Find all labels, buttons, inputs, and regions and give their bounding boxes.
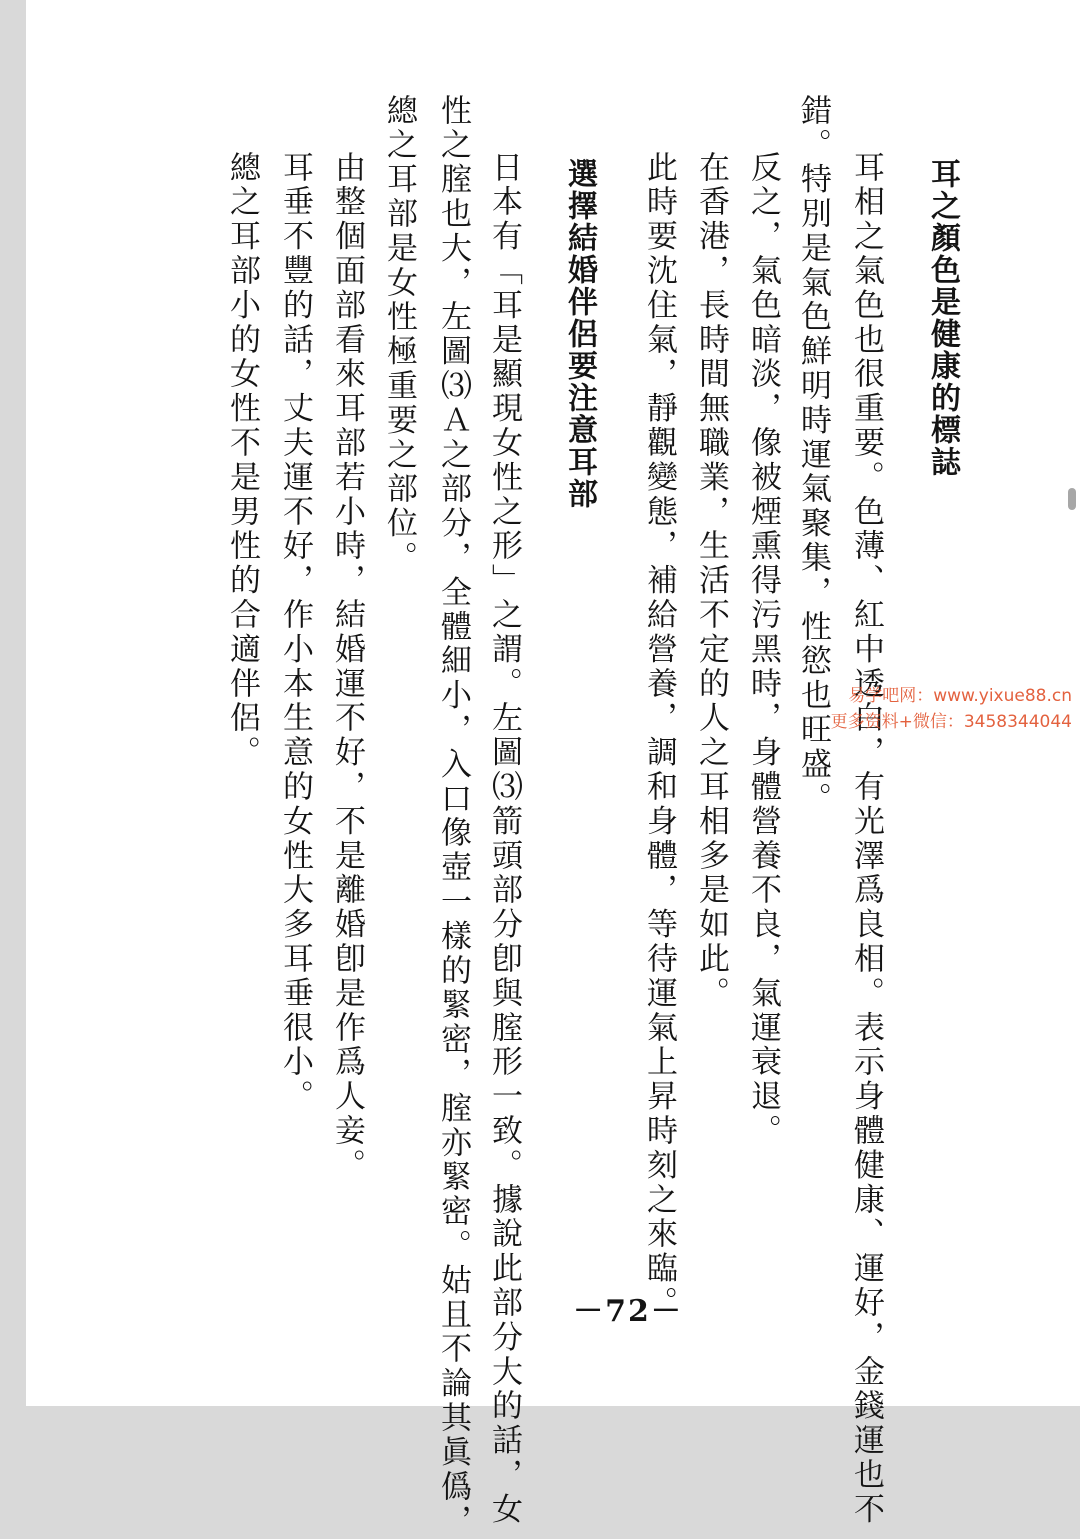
watermark-site: 易学吧网：www.yixue88.cn (848, 686, 1072, 706)
section2-line-1: 日本有「耳是顯現女性之形」之謂。左圖⑶箭頭部分卽與腟形一致。據說此部分大的話，女 (486, 151, 522, 1527)
section2-line-6: 總之耳部小的女性不是男性的合適伴侶。 (224, 151, 260, 771)
section2-heading: 選擇結婚伴侶要注意耳部 (562, 158, 597, 510)
watermark-contact: 更多资料+微信：3458344044 (830, 712, 1072, 732)
section1-heading: 耳之顏色是健康的標誌 (925, 158, 960, 478)
section1-line-1: 耳相之氣色也很重要。色薄、紅中透白，有光澤爲良相。表示身體健康、運好，金錢運也不 (848, 151, 884, 1527)
section1-line-5: 此時要沈住氣，靜觀變態，補給營養，調和身體，等待運氣上昇時刻之來臨。 (641, 151, 677, 1321)
section1-line-3: 反之，氣色暗淡，像被煙熏得污黑時，身體營養不良，氣運衰退。 (745, 151, 781, 1149)
section2-line-3: 總之耳部是女性極重要之部位。 (381, 94, 417, 576)
section2-line-4: 由整個面部看來耳部若小時，結婚運不好，不是離婚卽是作爲人妾。 (329, 151, 365, 1183)
section2-line-5: 耳垂不豐的話，丈夫運不好，作小本生意的女性大多耳垂很小。 (277, 151, 313, 1115)
scrollbar-thumb[interactable] (1068, 488, 1076, 510)
section1-line-4: 在香港，長時間無職業，生活不定的人之耳相多是如此。 (693, 151, 729, 1011)
page-number: －72－ (573, 1294, 683, 1329)
section1-line-2: 錯。特別是氣色鮮明時運氣聚集，性慾也旺盛。 (795, 94, 831, 817)
section2-line-2: 性之腟也大，左圖⑶Ａ之部分，全體細小，入口像壺一樣的緊密，腟亦緊密。姑且不論其眞僞， (435, 94, 471, 1539)
